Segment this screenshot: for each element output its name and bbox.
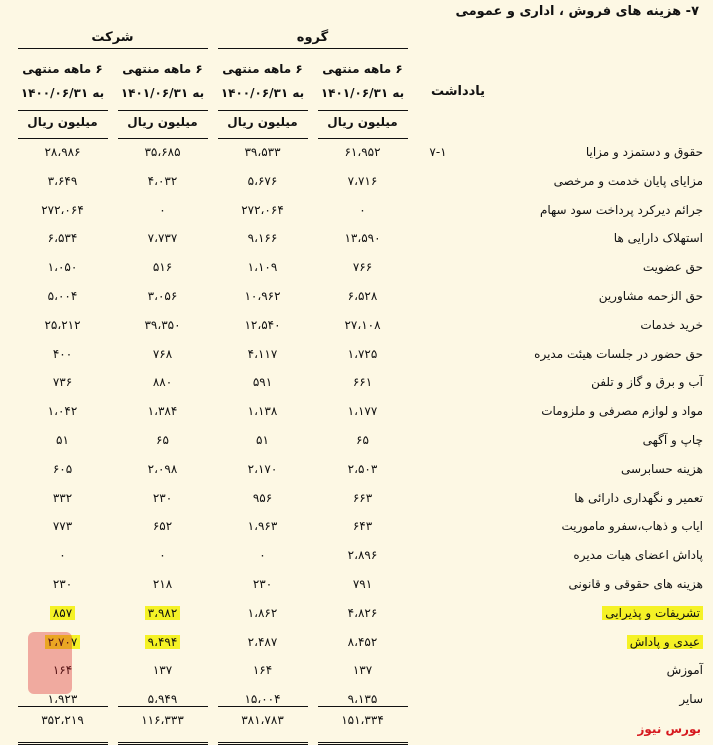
cell-g1400: ۲،۱۷۰ — [247, 461, 278, 476]
table-row — [0, 226, 713, 255]
cell-highlight: ۳،۹۸۲ — [145, 606, 181, 620]
cell-g1400: ۹۵۶ — [252, 490, 273, 505]
cell-c1400: ۳۳۲ — [52, 490, 73, 505]
cell-g1400: ۲۷۲،۰۶۴ — [241, 202, 284, 217]
cell-c1401: ۸۸۰ — [152, 375, 173, 390]
total-rule-g1400 — [218, 706, 308, 707]
cell-g1400: ۱،۹۶۳ — [247, 519, 278, 534]
watermark-logo-icon — [28, 632, 72, 694]
brand-label: بورس نیوز — [637, 722, 701, 736]
cell-g1400: ۵،۶۷۶ — [247, 173, 278, 188]
total-rule-c1401 — [118, 706, 208, 707]
unit-c1401: میلیون ریال — [127, 115, 198, 129]
row-label: مواد و لوازم مصرفی و ملزومات — [541, 404, 703, 419]
total-rule-g1401 — [318, 706, 408, 707]
cell-g1400: ۳۹،۵۳۳ — [244, 145, 281, 159]
table-row — [0, 687, 713, 716]
cell-c1400: ۷۷۳ — [52, 519, 73, 534]
table-row — [0, 457, 713, 486]
cell-c1400: ۱،۰۴۲ — [47, 404, 78, 419]
cell-c1400: ۳،۶۴۹ — [47, 173, 78, 188]
company-header: شرکت — [91, 30, 134, 45]
cell-c1400: ۴۰۰ — [52, 346, 73, 361]
row-label: آب و برق و گاز و تلفن — [591, 375, 703, 390]
cell-c1401: ۶۵۲ — [152, 519, 173, 534]
cell-g1400: ۱۵،۰۰۴ — [244, 692, 281, 707]
cell-g1401: ۶۴۳ — [352, 519, 373, 534]
total-g1401: ۱۵۱،۳۳۴ — [341, 713, 384, 727]
cell-g1400: ۴،۱۱۷ — [247, 346, 278, 361]
table-row — [0, 370, 713, 399]
cell-g1401: ۷۶۶ — [352, 260, 373, 275]
total-c1401: ۱۱۶،۳۳۳ — [141, 713, 184, 727]
cell-c1400: ۰ — [59, 548, 66, 563]
unit-g1401: میلیون ریال — [327, 115, 398, 129]
cell-c1401: ۳،۰۵۶ — [147, 289, 178, 303]
row-note: ۷-۱ — [429, 145, 447, 159]
row-label: هزینه حسابرسی — [621, 461, 703, 476]
cell-highlight: ۹،۴۹۴ — [145, 635, 181, 649]
cell-g1400: ۱،۸۶۲ — [247, 605, 278, 620]
cell-c1401: ۲۱۸ — [152, 577, 173, 591]
row-label: پاداش اعضای هیات مدیره — [573, 548, 703, 563]
table-row — [0, 514, 713, 543]
cell-g1400: ۲۳۰ — [252, 577, 273, 591]
table-row — [0, 601, 713, 630]
cell-c1401: ۶۵ — [156, 433, 169, 447]
table-row — [0, 543, 713, 572]
cell-c1401: ۳۵،۶۸۵ — [144, 145, 181, 159]
unit-underline-g1400 — [218, 138, 308, 139]
cell-g1400: ۱،۱۰۹ — [247, 260, 278, 275]
cell-c1400: ۲۳۰ — [52, 577, 73, 591]
header-period-g1401: ۶ ماهه منتهی — [322, 62, 403, 76]
unit-rule-g1401 — [318, 110, 408, 111]
cell-c1401: ۷،۷۳۷ — [147, 231, 178, 246]
cell-c1400: ۱۶۴ — [52, 663, 73, 678]
row-label: حق حضور در جلسات هیئت مدیره — [534, 346, 703, 361]
table-row — [0, 486, 713, 515]
header-date-c1400: به ۱۴۰۰/۰۶/۳۱ — [20, 86, 105, 100]
cell-c1400: ۶۰۵ — [52, 461, 73, 476]
cell-c1401: ۱۳۷ — [152, 663, 173, 678]
unit-underline-c1401 — [118, 138, 208, 139]
cell-c1401: ۳۹،۳۵۰ — [144, 317, 181, 332]
table-row — [0, 284, 713, 313]
cell-g1400: ۰ — [259, 548, 266, 563]
cell-c1401: ۵،۹۴۹ — [147, 692, 178, 707]
table-row — [0, 140, 713, 169]
cell-g1401: ۴،۸۲۶ — [347, 605, 378, 620]
row-label-highlight: تشریفات و پذیرایی — [602, 606, 703, 620]
cell-g1401: ۶۶۱ — [352, 375, 373, 390]
cell-c1400: ۵،۰۰۴ — [47, 289, 78, 303]
cell-c1400: ۲۷۲،۰۶۴ — [41, 202, 84, 217]
cell-c1400 — [15, 606, 110, 620]
row-label: استهلاک دارایی ها — [613, 231, 703, 246]
unit-underline-g1401 — [318, 138, 408, 139]
cell-c1401: ۲۳۰ — [152, 490, 173, 505]
unit-rule-c1401 — [118, 110, 208, 111]
cell-g1401: ۷،۷۱۶ — [347, 173, 378, 188]
cell-g1401: ۶۱،۹۵۲ — [344, 145, 381, 159]
table-row — [0, 428, 713, 457]
row-label: آموزش — [666, 663, 703, 678]
table-row — [0, 198, 713, 227]
row-label: سایر — [679, 692, 703, 707]
table-row — [0, 255, 713, 284]
row-label: مزایای پایان خدمت و مرخصی — [553, 173, 703, 188]
cell-g1401: ۰ — [359, 202, 366, 217]
table-row — [0, 399, 713, 428]
unit-g1400: میلیون ریال — [227, 115, 298, 129]
cell-g1401: ۱۳،۵۹۰ — [344, 231, 381, 246]
cell-c1400: ۶،۵۳۴ — [47, 231, 78, 246]
row-label — [627, 635, 703, 649]
table-row — [0, 658, 713, 687]
cell-g1400: ۵۹۱ — [252, 375, 273, 390]
cell-c1400: ۱،۹۲۳ — [47, 692, 78, 707]
cell-g1400: ۱۲،۵۴۰ — [244, 317, 281, 332]
table-row — [0, 313, 713, 342]
unit-rule-g1400 — [218, 110, 308, 111]
table-row — [0, 169, 713, 198]
group-header: گروه — [296, 30, 329, 45]
cell-c1401: ۷۶۸ — [152, 346, 173, 361]
cell-g1401: ۲،۵۰۳ — [347, 461, 378, 476]
cell-g1401: ۷۹۱ — [352, 577, 373, 591]
table-row — [0, 342, 713, 371]
header-date-g1401: به ۱۴۰۱/۰۶/۳۱ — [320, 86, 405, 100]
unit-underline-c1400 — [18, 138, 108, 139]
section-title: ۷- هزینه های فروش ، اداری و عمومی — [455, 4, 699, 19]
cell-g1401: ۶۶۳ — [352, 490, 373, 505]
cell-c1401 — [115, 635, 210, 649]
cell-c1401: ۰ — [159, 202, 166, 217]
cell-g1400: ۱،۱۳۸ — [247, 404, 278, 419]
unit-c1400: میلیون ریال — [27, 115, 98, 129]
cell-c1400: ۷۳۶ — [52, 375, 73, 390]
cell-c1400: ۵۱ — [56, 433, 69, 447]
header-note: یادداشت — [430, 84, 486, 99]
header-period-g1400: ۶ ماهه منتهی — [222, 62, 303, 76]
cell-c1400: ۲۵،۲۱۲ — [44, 317, 81, 332]
cell-g1400: ۱۶۴ — [252, 663, 273, 678]
cell-g1401: ۱،۱۷۷ — [347, 404, 378, 419]
row-label — [602, 606, 703, 620]
cell-highlight: ۸۵۷ — [50, 606, 75, 620]
header-period-c1400: ۶ ماهه منتهی — [22, 62, 103, 76]
unit-rule-c1400 — [18, 110, 108, 111]
cell-g1400: ۵۱ — [256, 433, 269, 447]
group-rule — [218, 48, 408, 49]
cell-g1401: ۹،۱۳۵ — [347, 692, 378, 707]
header-period-c1401: ۶ ماهه منتهی — [122, 62, 203, 76]
table-row — [0, 630, 713, 659]
cell-g1400: ۱۰،۹۶۲ — [244, 289, 281, 303]
cell-g1401: ۱،۷۲۵ — [347, 346, 378, 361]
table-row — [0, 572, 713, 601]
company-rule — [18, 48, 208, 49]
cell-g1401: ۲،۸۹۶ — [347, 548, 378, 563]
cell-g1401: ۶۵ — [356, 433, 369, 447]
row-label: چاپ و آگهی — [642, 433, 703, 447]
row-label-highlight: عیدی و پاداش — [627, 635, 703, 649]
row-label: جرائم دیرکرد پرداخت سود سهام — [539, 202, 703, 217]
cell-g1401: ۶،۵۲۸ — [347, 289, 378, 303]
cell-g1401: ۲۷،۱۰۸ — [344, 317, 381, 332]
total-rule-c1400 — [18, 706, 108, 707]
row-label: تعمیر و نگهداری دارائی ها — [574, 490, 703, 505]
cell-c1400: ۲۸،۹۸۶ — [44, 145, 81, 159]
cell-c1400: ۱،۰۵۰ — [47, 260, 78, 275]
cell-g1400: ۲،۴۸۷ — [247, 634, 278, 649]
cell-highlight: ۲،۷۰۷ — [45, 635, 81, 649]
header-date-c1401: به ۱۴۰۱/۰۶/۳۱ — [120, 86, 205, 100]
cell-c1401: ۱،۳۸۴ — [147, 404, 178, 419]
row-label: خرید خدمات — [640, 317, 703, 332]
row-label: حق عضویت — [642, 260, 703, 275]
cell-c1401: ۲،۰۹۸ — [147, 461, 178, 476]
row-label: هزینه های حقوقی و قانونی — [568, 577, 703, 591]
row-label: حق الزحمه مشاورین — [598, 289, 703, 303]
cell-g1400: ۹،۱۶۶ — [247, 231, 278, 246]
cell-g1401: ۸،۴۵۲ — [347, 634, 378, 649]
cell-c1401 — [115, 606, 210, 620]
cell-g1401: ۱۳۷ — [352, 663, 373, 678]
row-label: حقوق و دستمزد و مزایا — [585, 145, 703, 159]
cell-c1401: ۰ — [159, 548, 166, 563]
total-g1400: ۳۸۱،۷۸۳ — [241, 713, 284, 727]
cell-c1401: ۴،۰۳۲ — [147, 173, 178, 188]
header-date-g1400: به ۱۴۰۰/۰۶/۳۱ — [220, 86, 305, 100]
row-label: ایاب و ذهاب،سفرو ماموریت — [561, 519, 703, 534]
total-c1400: ۳۵۲،۲۱۹ — [41, 713, 84, 727]
cell-c1401: ۵۱۶ — [152, 260, 173, 275]
